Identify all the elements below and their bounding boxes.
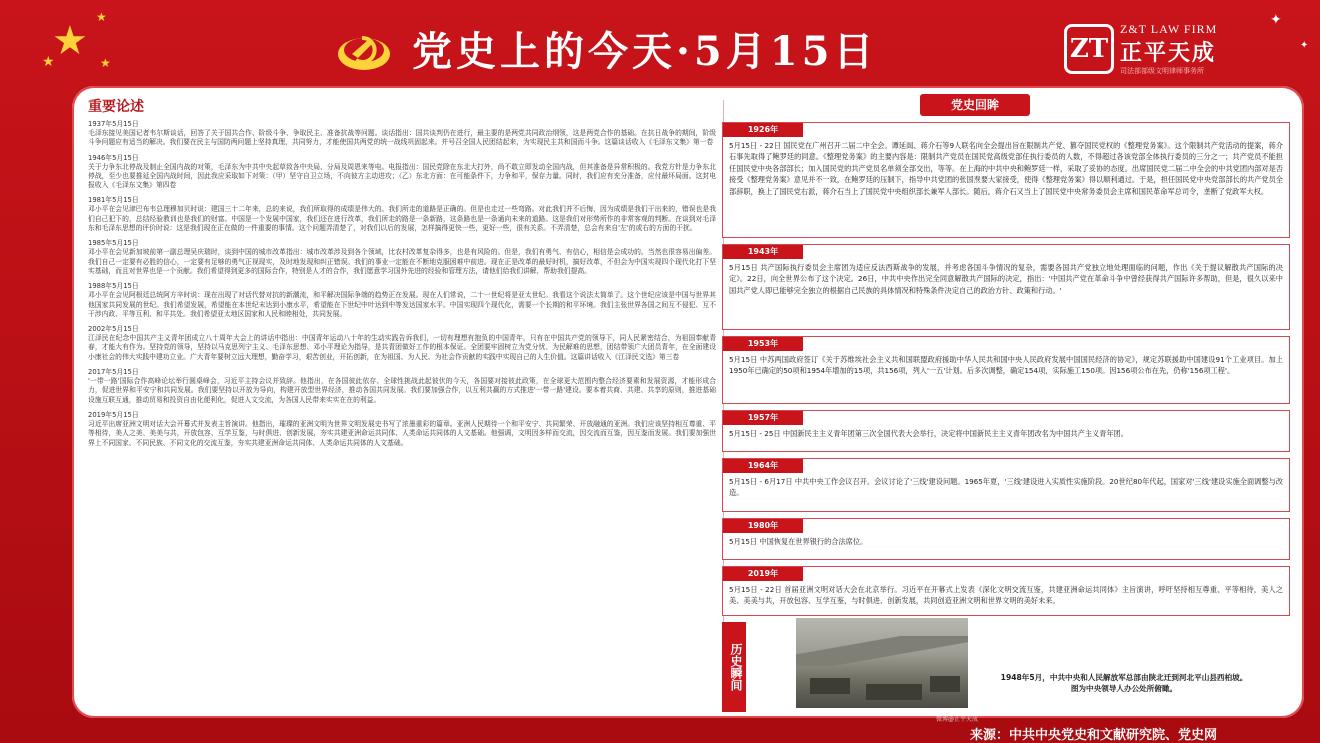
important-remarks-column (88, 96, 716, 712)
weibo-watermark: 微博@正平天成 (936, 716, 979, 723)
history-moment (722, 618, 1288, 708)
entry-text: 邓小平在会见新加坡前第一副总理吴庆瑞时，谈到中国的城市改革指出：城市改革涉及到各个领域，比农村改革复杂得多，也是有风险的。但是，我们有勇气、有信心，相信是会成功的。当然也很容易出偏差。我们自己一定要有必胜的信心，一定要有足够的勇气正视现实，及时地发现和纠正错误。我们的事业一定能在不断地克服困难中前进。现在正是改革的最好时机，搞好改革，不但会为中国实现四个现代化打下坚实基础，而且对世界也是一个贡献。我们希望得到更多的国际合作，特别是人才的合作，我们愿意学习国外先进的经验和管理方法，请他们给我们讲解，帮助我们提高。 (88, 248, 716, 275)
event-card-1953 (722, 336, 1290, 404)
star-large-icon: ★ (52, 18, 88, 64)
source-credit: 来源：中共中央党史和文献研究院、党史网 (970, 728, 1218, 743)
entry-date: 2019年5月15日 (88, 410, 139, 419)
event-text: 5月15日 中国恢复在世界银行的合法席位。 (729, 537, 868, 546)
entry (88, 120, 716, 148)
entry-text: 习近平出席亚洲文明对话大会开幕式并发表主旨演讲。他指出，璀璨的亚洲文明为世界文明发展史书写了浓墨重彩的篇章。亚洲人民期待一个和平安宁、共同繁荣、开放融通的亚洲。我们应该坚持相互尊重、平等相待，美人之美、美美与共，开放包容、互学互鉴，与时俱进、创新发展，夯实共建亚洲命运共同体、人类命运共同体的人文基础。他强调，文明因多样而交流，因交流而互鉴，因互鉴而发展。我们要加强世界上不同国家、不同民族、不同文化的交流互鉴，夯实共建亚洲命运共同体、人类命运共同体的人文基础。 (88, 419, 716, 447)
photo-building (866, 684, 922, 700)
event-year: 1957年 (723, 411, 803, 425)
event-text: 5月15日 中苏两国政府签订《关于苏维埃社会主义共和国联盟政府援助中华人民共和国中央人民政府发展中国国民经济的协定》，规定苏联援助中国建设91个工业项目。加上1950年已确定的50项和1954年增加的15项，共156项，列入'一五'计划。后多次调整，确定154项，实际施工150项。因156项公布在先，仍称'156项工程'。 (729, 355, 1283, 376)
entry (88, 282, 716, 319)
entry (88, 239, 716, 276)
entry-text: 邓小平在会见阿根廷总统阿方辛时说：现在出现了对话代替对抗的新潮流，和平解决国际争端的趋势正在发展。现在人们常说，二十一世纪将是亚太世纪。我看这个说法太简单了。这个世纪应该是中国与世界其他国家共同发展的世纪。我们希望发展，希望能在本世纪末达到小康水平，希望能在下世纪中叶达到中等发达国家水平。中国实现四个现代化，需要一个长期的和平环境。我们主张世界各国之间互不侵犯、互不干涉内政、平等互利、和平共处。我们希望亚太地区国家和人民和睦相处，共同发展。 (88, 291, 716, 318)
event-text: 5月15日 - 22日 国民党在广州召开二届二中全会。谭延闿、蒋介石等9人联名向全会提出旨在限制共产党、篡夺国民党权的《整理党务案》。这个限制共产党活动的提案，蒋介石事先取得了鲍罗廷的同意。《整理党务案》的主要内容是：限制共产党员在国民党高级党部任执行委员的人数，不得超过各该党部全体执行委员的三分之一；共产党员不能担任国民党中央各部部长；加入国民党的共产党员名单须全部交出，等等。在上海的中共中央和鲍罗廷一样，采取了妥协的态度。出席国民党二届二中全会的中共党团内部对是否接受《整理党务案》意见并不一致，在鲍罗廷的压制下，指导中共党团的张国焘要大家接受，使得《整理党务案》得以顺利通过。于是，担任国民党中央党部部长的共产党员全部辞职，换上了国民党右派，蒋介石当上了国民党中央组织部长兼军人部长。随后，蒋介石又当上了国民党中央常务委员会主席和国民革命军总司令，垄断了党政军大权。 (729, 141, 1283, 196)
bird-icon: ✦ (1270, 12, 1282, 28)
entry-date: 1937年5月15日 (88, 120, 139, 128)
photo-building (810, 678, 850, 694)
entry (88, 196, 716, 233)
content-panel (72, 86, 1304, 718)
entry (88, 411, 716, 448)
event-year: 1980年 (723, 519, 803, 533)
event-card-2019 (722, 566, 1290, 616)
history-moment-label: 历史瞬间 (722, 622, 746, 712)
event-year: 1943年 (723, 245, 803, 259)
caption-line-1: 1948年5月，中共中央和人民解放军总部由陕北迁到河北平山县西柏坡。 (1000, 673, 1248, 682)
event-year: 2019年 (723, 567, 803, 581)
law-firm-logo (1064, 22, 1296, 78)
star-small-icon: ★ (100, 56, 111, 70)
event-card-1980 (722, 518, 1290, 560)
entry-text: 邓小平在会见津巴布韦总理穆加贝时说：建国三十二年来，总的来说，我们所取得的成绩是伟大的。我们所走的道路是正确的。但是也走过一些弯路。对此我们并不后悔，因为成绩是我们干出来的，错误也是我们自己犯下的，总结经验教训也是我们的财富。中国是一个发展中国家，我们还在进行改革，我们所走的路是一条新路，这条路也是一条通向未来的道路。这是我们对形势所作的非常客观的判断。在谈到对毛泽东和毛泽东思想的评价时说：这是我们现在正在做的一件重要的事情。这个问题弄清楚了，对我们以后的发展，怎样搞得更快一些，更好一些，很有关系。不弄清楚，总会有来自'左'的或右的方面的干扰。 (88, 205, 716, 233)
party-emblem-icon (336, 24, 392, 74)
photo-mountain (796, 636, 968, 666)
event-year: 1964年 (723, 459, 803, 473)
entry (88, 368, 716, 405)
caption-line-2: 图为中央领导人办公处所俯瞰。 (1070, 684, 1178, 693)
entry (88, 325, 716, 362)
entry-date: 1981年5月15日 (88, 196, 139, 205)
entry-date: 1988年5月15日 (88, 282, 139, 291)
event-card-1943 (722, 244, 1290, 330)
photo-building (930, 676, 960, 692)
event-year: 1953年 (723, 337, 803, 351)
remarks-heading: 重要论述 (88, 99, 144, 115)
event-card-1964 (722, 458, 1290, 512)
entry-date: 1985年5月15日 (88, 239, 139, 248)
logo-chinese-name: 正平天成 (1120, 40, 1217, 66)
photo-caption (974, 672, 1274, 694)
bird-icon: ✦ (1300, 40, 1309, 51)
event-card-1926 (722, 122, 1290, 238)
page-title: 党史上的今天·5月15日 (412, 28, 878, 75)
entry-text: 毛泽东接见美国记者韦尔斯谈话，回答了关于国共合作、阶级斗争、争取民主、准备抗战等问题。谈话指出：国共谈判仍在进行，最主要的是两党共同政治纲领，这是两党合作的基础。在抗日战争的期间，阶级斗争问题应有适当的解决。我们要在民主与国防两问题上坚持真理，共同努力，才能使国共两党的统一战线巩固起来。并号召全国人民团结起来，为实现民主共和国而斗争。这篇谈话收入《毛泽东文集》第一卷 (88, 129, 716, 147)
entry-date: 2002年5月15日 (88, 325, 139, 334)
logo-tagline: 司法部部级文明律师事务所 (1120, 67, 1204, 75)
entry-text: 关于力争东北停战及制止全国内战的对策，毛泽东为中共中央起草致各中央局、分局及周恩来等电。电报指出：国民党除在东北大打外，尚不敢立即发动全国内战，但其准备是异常积极的。我党方针是力争东北停战，至少也要推延全国内战时间，因此我应采取如下对策：（甲）坚守自卫立场，不向彼方主动进攻；（乙）东北方面：在可能条件下，力争和平，保存力量。同时，我们应有充分准备，应付最坏局面。这封电报收入《毛泽东文集》第四卷 (88, 162, 716, 190)
entry (88, 154, 716, 191)
event-year: 1926年 (723, 123, 803, 137)
entry-date: 1946年5月15日 (88, 153, 139, 162)
entry-text: '一带一路'国际合作高峰论坛举行圆桌峰会，习近平主持会议并致辞。他指出，在各国彼此依存、全球性挑战此起彼伏的今天，各国要对接彼此政策，在全球更大范围内整合经济要素和发展资源，才能形成合力，促进世界和平安宁和共同发展。我们要坚持以开放为导向，构建开放型世界经济，推动各国共同发展。我们要加强合作，以互利共赢的方式推进'一带一路'建设。要本着共商、共建、共享的原则，推进基础设施互联互通，推动贸易和投资自由化便利化，促进人文交流，为各国人民带来实实在在的利益。 (88, 377, 716, 404)
logo-english-name: Z&T LAW FIRM (1120, 22, 1218, 36)
logo-mark: ZT (1064, 24, 1114, 74)
star-small-icon: ★ (42, 54, 55, 70)
event-text: 5月15日 - 22日 首届亚洲文明对话大会在北京举行。习近平在开幕式上发表《深化文明交流互鉴，共建亚洲命运共同体》主旨演讲，呼吁坚持相互尊重、平等相待，美人之美、美美与共，开放包容、互学互鉴，与时俱进、创新发展，共同创造亚洲文明和世界文明的美好未来。 (729, 585, 1283, 606)
event-card-1957 (722, 410, 1290, 452)
historical-photo (796, 618, 968, 708)
event-text: 5月15日 - 25日 中国新民主主义青年团第三次全国代表大会举行，决定将中国新民主主义青年团改名为中国共产主义青年团。 (729, 429, 1128, 438)
event-text: 5月15日 共产国际执行委员会主席团为适应反法西斯战争的发展，并考虑各国斗争情况的复杂，需要各国共产党独立地处理面临的问题，作出《关于提议解散共产国际的决定》。22日，向全世界公布了这个决定。26日，中共中央作出完全同意解散共产国际的决定，指出：'中国共产党在革命斗争中曾经获得共产国际许多帮助，但是，很久以来中国共产党人即已能够完全独立的根据自己民族的具体情况和特殊条件决定自己的政治方针、政策和行动。' (729, 263, 1283, 295)
history-review-tab: 党史回眸 (920, 94, 1030, 116)
entry-date: 2017年5月15日 (88, 368, 139, 377)
entry-text: 江泽民在纪念中国共产主义青年团成立八十周年大会上的讲话中指出：中国青年运动八十年的生动实践告诉我们，一切有理想有抱负的中国青年，只有在中国共产党的领导下，同人民紧密结合，为祖国奉献青春，才能大有作为。坚持党的领导，坚持以马克思列宁主义、毛泽东思想、邓小平理论为指导，是共青团做好工作的根本保证。全团要牢固树立为党分忧、为民解难的思想，团结带领广大团员青年，在全面建设小康社会的伟大实践中建功立业。广大青年要树立远大理想，勤奋学习，艰苦创业，开拓创新，在为祖国、为人民、为社会作贡献的实践中实现自己的人生价值。这篇讲话收入《江泽民文选》第三卷 (88, 334, 716, 361)
event-text: 5月15日 - 6月17日 中共中央工作会议召开。会议讨论了'三线'建设问题。1965年夏，'三线'建设进入实质性实施阶段。20世纪80年代起，国家对'三线'建设实施全面调整与改造。 (729, 477, 1283, 498)
star-small-icon: ★ (96, 10, 107, 24)
